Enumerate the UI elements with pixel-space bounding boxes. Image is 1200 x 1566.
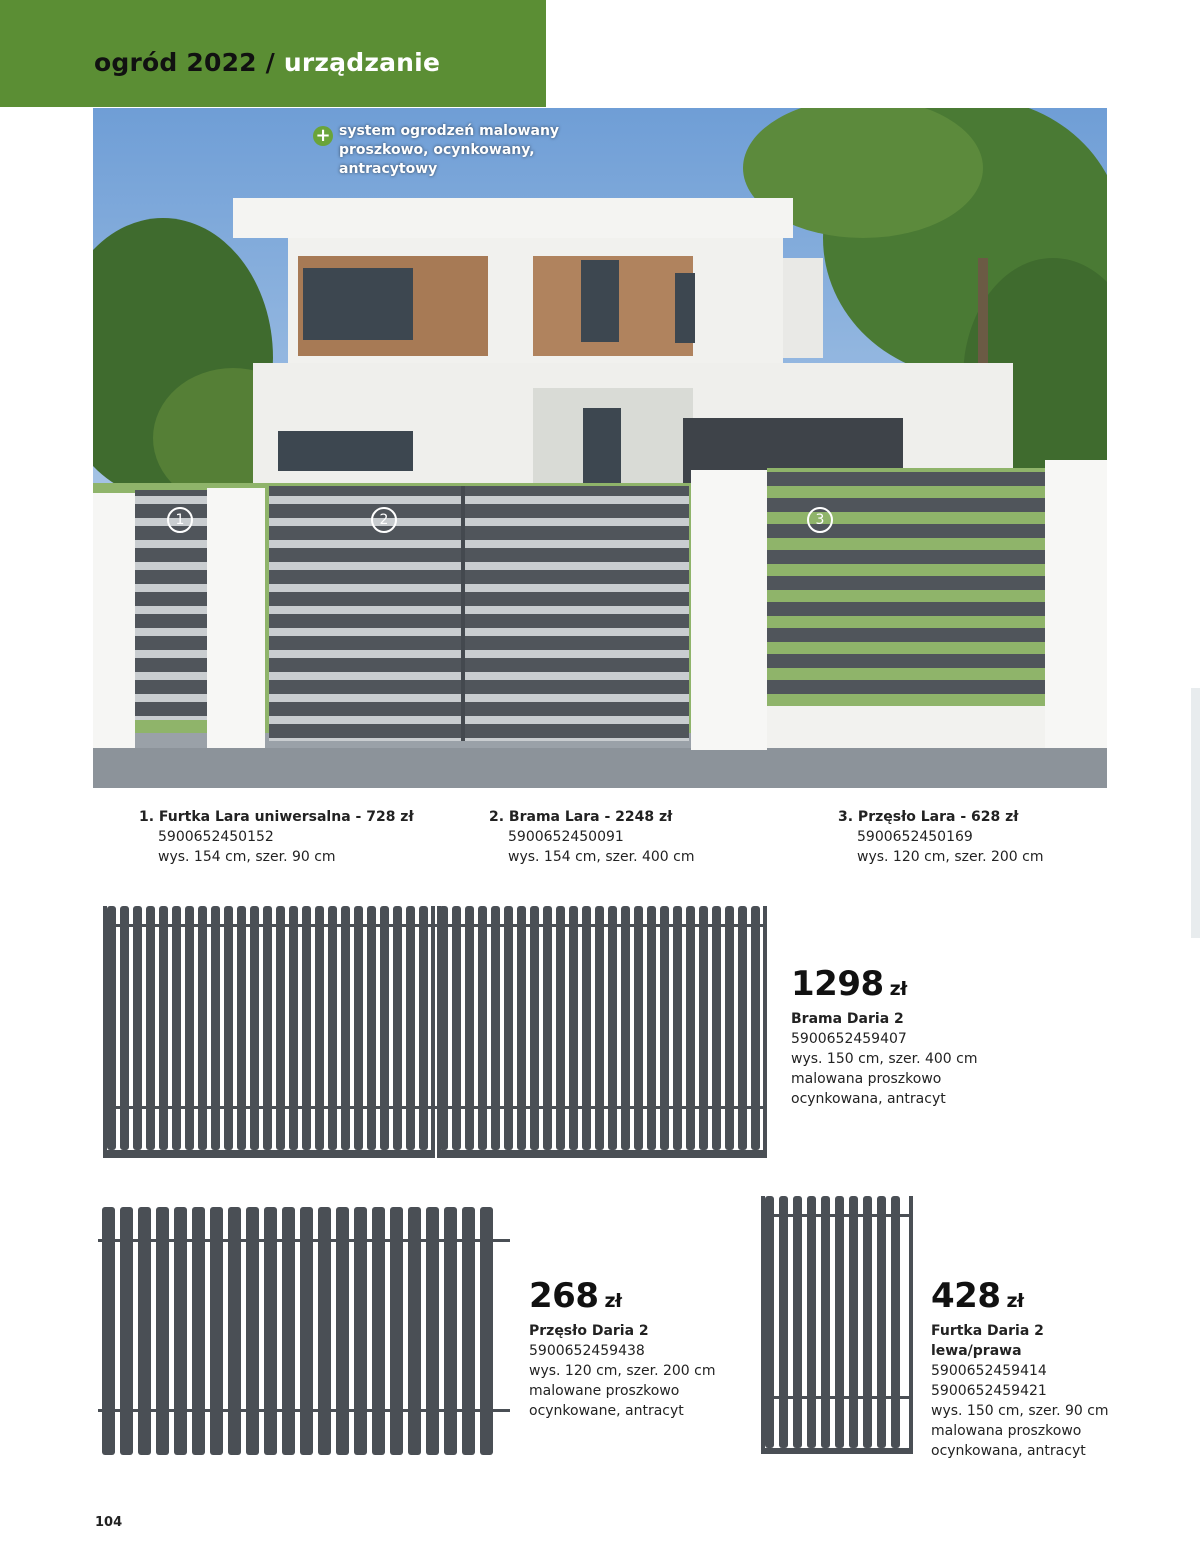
fence-slat (192, 1207, 205, 1455)
fence-slat (647, 906, 656, 1150)
fence-rail (103, 1106, 435, 1109)
fence-slat (408, 1207, 421, 1455)
fence-slat (393, 906, 402, 1150)
przeslo-daria-image (92, 1203, 516, 1459)
price-currency: zł (889, 978, 907, 1000)
product-name-variant: lewa/prawa (931, 1343, 1022, 1359)
fence-slat (751, 906, 760, 1150)
fence-slat (465, 906, 474, 1150)
product-finish: malowane proszkowo (529, 1383, 680, 1399)
item-furtka-lara (139, 807, 414, 867)
product-finish: ocynkowana, antracyt (791, 1091, 946, 1107)
item-ean: 5900652450091 (508, 829, 624, 845)
fence-slat (237, 906, 246, 1150)
marker-2: 2 (371, 507, 397, 533)
fence-slat (354, 906, 363, 1150)
page-title-main: ogród 2022 / (94, 48, 275, 77)
fence-slat (426, 1207, 439, 1455)
fence-slat (159, 906, 168, 1150)
item-title: 1. Furtka Lara uniwersalna - 728 zł (139, 809, 414, 825)
product-finish: ocynkowane, antracyt (529, 1403, 684, 1419)
fence-slat (354, 1207, 367, 1455)
fence-slat (120, 906, 129, 1150)
fence-slat (282, 1207, 295, 1455)
hero-image (93, 108, 1107, 788)
price-currency: zł (604, 1290, 622, 1312)
fence-slat (608, 906, 617, 1150)
marker-1: 1 (167, 507, 193, 533)
product-brama-daria (791, 964, 977, 1109)
fence-slat (419, 906, 428, 1150)
fence-rail (103, 924, 435, 927)
fence-slat (315, 906, 324, 1150)
fence-slat (289, 906, 298, 1150)
brama-daria-image (95, 900, 775, 1162)
fence-rail (761, 1214, 913, 1217)
fence-slat (673, 906, 682, 1150)
product-dims: wys. 150 cm, szer. 90 cm (931, 1403, 1109, 1419)
fence-slat (582, 906, 591, 1150)
product-finish: ocynkowana, antracyt (931, 1443, 1086, 1459)
product-ean: 5900652459438 (529, 1343, 645, 1359)
side-tab (1191, 688, 1200, 938)
fence-slat (686, 906, 695, 1150)
item-dims: wys. 120 cm, szer. 200 cm (857, 849, 1044, 865)
page-title-category: urządzanie (283, 48, 441, 77)
fence-slat (341, 906, 350, 1150)
fence-slat (211, 906, 220, 1150)
fence-slat (250, 906, 259, 1150)
fence-slat (224, 906, 233, 1150)
product-finish: malowana proszkowo (931, 1423, 1082, 1439)
fence-slat (198, 906, 207, 1150)
gate-frame (103, 906, 107, 1158)
fence-slat (504, 906, 513, 1150)
fence-rail (435, 1106, 767, 1109)
fence-slat (372, 1207, 385, 1455)
fence-rail (98, 1239, 510, 1242)
gate-frame (437, 906, 441, 1158)
fence-slat (276, 906, 285, 1150)
wicket-slats (761, 1196, 913, 1454)
fence-slat (530, 906, 539, 1150)
wicket-frame (761, 1196, 765, 1454)
fence-rail (761, 1396, 913, 1399)
fence-slat (452, 906, 461, 1150)
fence-slat (185, 906, 194, 1150)
gate-frame (431, 906, 435, 1158)
fence-slat (765, 1196, 774, 1448)
fence-slat (380, 906, 389, 1150)
product-ean: 5900652459414 (931, 1363, 1047, 1379)
fence-slat (699, 906, 708, 1150)
product-name: Brama Daria 2 (791, 1011, 904, 1027)
page-title (94, 48, 440, 77)
fence-slat (156, 1207, 169, 1455)
page-number: 104 (95, 1515, 123, 1530)
product-furtka-daria (931, 1276, 1109, 1461)
product-name: Przęsło Daria 2 (529, 1323, 649, 1339)
fence-rail (98, 1409, 510, 1412)
fence-slat (228, 1207, 241, 1455)
price-value: 1298 (791, 964, 884, 1004)
fence-slat (133, 906, 142, 1150)
fence-slat (102, 1207, 115, 1455)
fence-slat (863, 1196, 872, 1448)
product-name: Furtka Daria 2 (931, 1323, 1044, 1339)
fence-slat (634, 906, 643, 1150)
fence-slat (172, 906, 181, 1150)
product-finish: malowana proszkowo (791, 1071, 942, 1087)
price-currency: zł (1006, 1290, 1024, 1312)
fence-slat (543, 906, 552, 1150)
fence-slat (569, 906, 578, 1150)
fence-slat (738, 906, 747, 1150)
product-dims: wys. 150 cm, szer. 400 cm (791, 1051, 978, 1067)
fence-slat (480, 1207, 493, 1455)
item-dims: wys. 154 cm, szer. 90 cm (158, 849, 336, 865)
gate-frame (763, 906, 767, 1158)
gate-frame (103, 1150, 433, 1158)
product-ean: 5900652459421 (931, 1383, 1047, 1399)
hero-caption: system ogrodzeń malowany proszkowo, ocynkowany, antracytowy (339, 123, 560, 177)
fence-slat (138, 1207, 151, 1455)
item-przeslo-lara (838, 807, 1043, 867)
hero-illustration (93, 108, 1107, 788)
price (529, 1276, 715, 1321)
fence-slat (725, 906, 734, 1150)
gate-frame (437, 1150, 767, 1158)
wicket-frame (761, 1448, 913, 1454)
product-ean: 5900652459407 (791, 1031, 907, 1047)
fence-slat (120, 1207, 133, 1455)
product-przeslo-daria (529, 1276, 715, 1421)
fence-slat (517, 906, 526, 1150)
fence-rail (435, 924, 767, 927)
item-title: 3. Przęsło Lara - 628 zł (838, 809, 1019, 825)
plus-icon: + (313, 126, 333, 146)
price (931, 1276, 1109, 1321)
wicket-frame (909, 1196, 913, 1454)
item-title: 2. Brama Lara - 2248 zł (489, 809, 673, 825)
fence-slat (210, 1207, 223, 1455)
price-value: 428 (931, 1276, 1001, 1316)
fence-slat (660, 906, 669, 1150)
item-ean: 5900652450152 (158, 829, 274, 845)
fence-slat (328, 906, 337, 1150)
item-dims: wys. 154 cm, szer. 400 cm (508, 849, 695, 865)
fence-slat (491, 906, 500, 1150)
fence-slat (264, 1207, 277, 1455)
fence-slat (406, 906, 415, 1150)
fence-slat (263, 906, 272, 1150)
fence-slat (300, 1207, 313, 1455)
fence-slat (462, 1207, 475, 1455)
fence-slat (367, 906, 376, 1150)
fence-slat (835, 1196, 844, 1448)
fence-slat (336, 1207, 349, 1455)
fence-slat (146, 906, 155, 1150)
fence-slat (712, 906, 721, 1150)
fence-slat (174, 1207, 187, 1455)
marker-3: 3 (807, 507, 833, 533)
product-dims: wys. 120 cm, szer. 200 cm (529, 1363, 716, 1379)
fence-slat (779, 1196, 788, 1448)
fence-slat (807, 1196, 816, 1448)
fence-slat (246, 1207, 259, 1455)
fence-slat (595, 906, 604, 1150)
fence-slat (444, 1207, 457, 1455)
fence-slat (891, 1196, 900, 1448)
fence-slat (302, 906, 311, 1150)
price (791, 964, 977, 1009)
price-value: 268 (529, 1276, 599, 1316)
furtka-daria-image (755, 1190, 919, 1460)
item-brama-lara (489, 807, 694, 867)
fence-slat (318, 1207, 331, 1455)
item-ean: 5900652450169 (857, 829, 973, 845)
fence-slat (478, 906, 487, 1150)
fence-slat (556, 906, 565, 1150)
fence-slat (107, 906, 116, 1150)
fence-slat (849, 1196, 858, 1448)
fence-slat (390, 1207, 403, 1455)
fence-slat (793, 1196, 802, 1448)
panel-slats (98, 1207, 510, 1455)
fence-slat (821, 1196, 830, 1448)
fence-slat (621, 906, 630, 1150)
gate-leaf-left (103, 906, 767, 1158)
fence-slat (877, 1196, 886, 1448)
